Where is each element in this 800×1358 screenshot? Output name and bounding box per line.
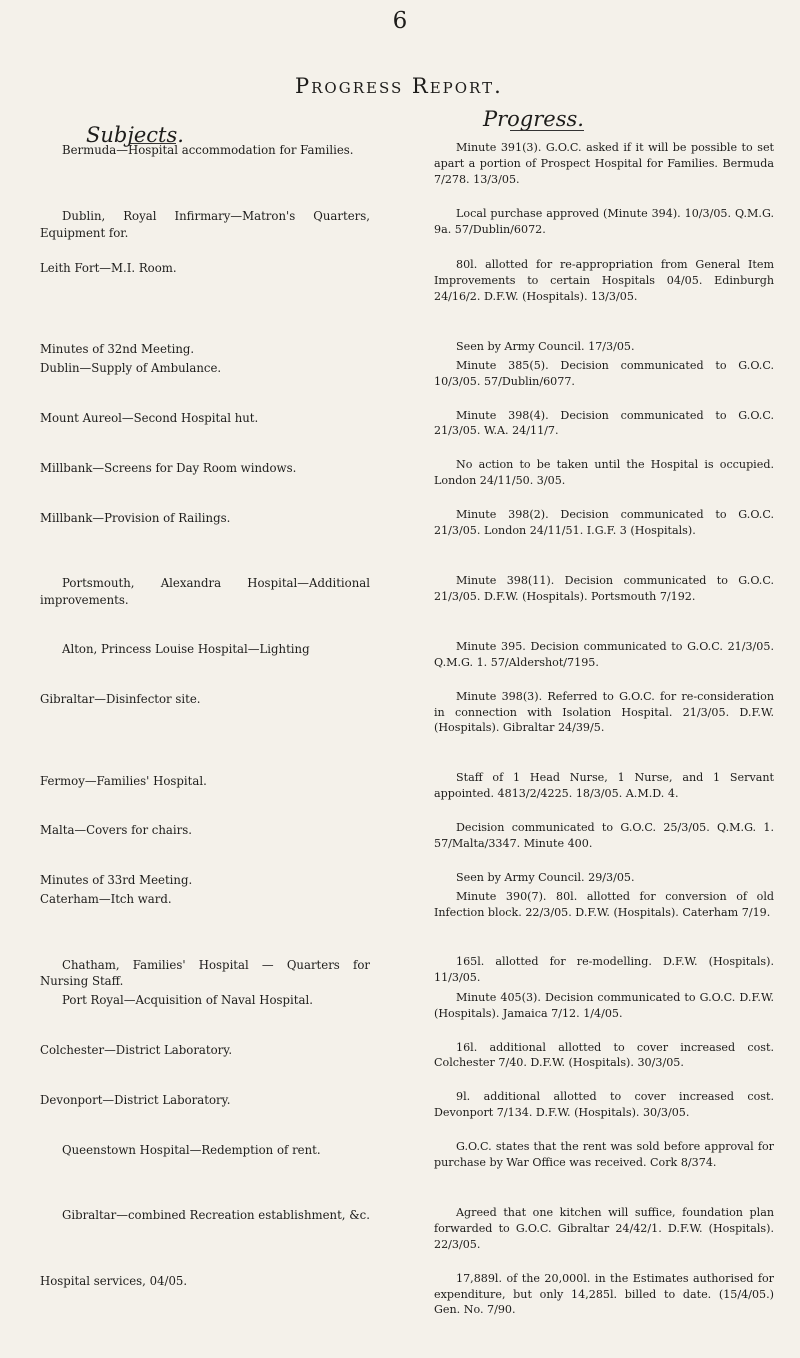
subject-entry: Gibraltar—Disinfector site. xyxy=(40,692,201,706)
subject-entry: Millbank—Provision of Railings. xyxy=(40,510,231,525)
subject-entry: Portsmouth, Alexandra Hospital—Additional improvements. xyxy=(40,576,370,607)
progress-entry: 17,889l. of the 20,000l. in the Estimates authorised for expenditure, but only 14,285l. billed to date. (15/4/05.) Gen. No. 7/90. xyxy=(434,1271,774,1317)
subject-entry: Millbank—Screens for Day Room windows. xyxy=(40,460,297,475)
progress-entry: Minute 398(11). Decision communicated to G.O.C. 21/3/05. D.F.W. (Hospitals). Portsmouth 7/192. xyxy=(434,574,774,603)
subject-entry: Gibraltar—combined Recreation establishment, &c. xyxy=(62,1208,370,1223)
subject-entry: Chatham, Families' Hospital — Quarters for Nursing Staff. xyxy=(40,957,370,989)
progress-entry: Minute 390(7). 80l. allotted for conversion of old Infection block. 22/3/05. D.F.W. (Hospitals). Caterham 7/19. xyxy=(434,889,774,919)
progress-entry: Minute 395. Decision communicated to G.O.C. 21/3/05. Q.M.G. 1. 57/Aldershot/7195. xyxy=(434,639,774,669)
subject-entry: Devonport—District Laboratory. xyxy=(40,1092,231,1107)
progress-entry: 80l. allotted for re-appropriation from General Item Improvements to certain Hospitals 04/05. Edinburgh 24/16/2. D.F.W. (Hospitals). 13/3/05. xyxy=(434,258,774,304)
subject-entry: Alton, Princess Louise Hospital—Lighting xyxy=(62,642,310,657)
page-number: 6 xyxy=(392,8,408,34)
progress-entry: No action to be taken until the Hospital is occupied. London 24/11/50. 3/05. xyxy=(434,458,774,488)
progress-entry: Seen by Army Council. 17/3/05. xyxy=(456,339,635,353)
subject-entry: Caterham—Itch ward. xyxy=(40,892,172,907)
progress-entry: Minute 398(2). Decision communicated to G.O.C. 21/3/05. London 24/11/51. I.G.F. 3 (Hospitals). xyxy=(434,508,774,538)
progress-entry: Seen by Army Council. 29/3/05. xyxy=(456,870,635,884)
subject-entry: Bermuda—Hospital accommodation for Families. xyxy=(62,143,354,158)
progress-entry: 165l. allotted for re-modelling. D.F.W. (Hospitals). 11/3/05. xyxy=(434,955,774,985)
progress-entry: 16l. additional allotted to cover increased cost. Colchester 7/40. D.F.W. (Hospitals). 30/3/05. xyxy=(434,1040,774,1070)
subject-entry: Leith Fort—M.I. Room. xyxy=(40,260,177,275)
progress-entry: Minute 385(5). Decision communicated to G.O.C. 10/3/05. 57/Dublin/6077. xyxy=(434,358,774,388)
progress-entry: Minute 398(3). Referred to G.O.C. for re-consideration in connection with Isolation Hospital. 21/3/05. D.F.W. (Hospitals). Gibraltar 24/39/5. xyxy=(434,689,774,735)
progress-entry: Staff of 1 Head Nurse, 1 Nurse, and 1 Servant appointed. 4813/2/4225. 18/3/05. A.M.D. 4. xyxy=(434,771,774,801)
progress-entry: 9l. additional allotted to cover increased cost. Devonport 7/134. D.F.W. (Hospitals). 30/3/05. xyxy=(434,1090,774,1120)
subject-entry: Dublin—Supply of Ambulance. xyxy=(40,361,222,376)
subject-entry: Dublin, Royal Infirmary—Matron's Quarters, Equipment for. xyxy=(40,209,370,240)
subjects-heading: Subjects. xyxy=(86,123,184,147)
subject-entry: Minutes of 33rd Meeting. xyxy=(40,873,193,888)
progress-entry: Minute 405(3). Decision communicated to G.O.C. D.F.W. (Hospitals). Jamaica 7/12. 1/4/05. xyxy=(434,990,774,1020)
subject-entry: Minutes of 32nd Meeting. xyxy=(40,342,195,357)
subject-entry: Colchester—District Laboratory. xyxy=(40,1042,233,1057)
subject-entry: Hospital services, 04/05. xyxy=(40,1274,188,1289)
progress-entry: Local purchase approved (Minute 394). 10/3/05. Q.M.G. 9a. 57/Dublin/6072. xyxy=(434,206,774,236)
progress-entry: Decision communicated to G.O.C. 25/3/05. Q.M.G. 1. 57/Malta/3347. Minute 400. xyxy=(434,821,774,850)
progress-entry: Minute 391(3). G.O.C. asked if it will be possible to set apart a portion of Prospect Hospital for Families. Bermuda 7/278. 13/3/05. xyxy=(434,141,774,186)
progress-entry: G.O.C. states that the rent was sold before approval for purchase by War Office was received. Cork 8/374. xyxy=(434,1140,774,1170)
subject-entry: Port Royal—Acquisition of Naval Hospital. xyxy=(62,993,313,1008)
subject-entry: Queenstown Hospital—Redemption of rent. xyxy=(62,1142,321,1157)
subject-entry: Fermoy—Families' Hospital. xyxy=(40,773,207,788)
progress-entry: Minute 398(4). Decision communicated to G.O.C. 21/3/05. W.A. 24/11/7. xyxy=(434,408,774,438)
subject-entry: Mount Aureol—Second Hospital hut. xyxy=(40,410,259,425)
progress-entry: Agreed that one kitchen will suffice, foundation plan forwarded to G.O.C. Gibraltar 24/42/1. D.F.W. (Hospitals). 22/3/05. xyxy=(434,1206,774,1251)
report-title: Progress Report. xyxy=(295,74,503,98)
subject-entry: Malta—Covers for chairs. xyxy=(40,823,192,838)
progress-heading: Progress. xyxy=(483,107,584,131)
